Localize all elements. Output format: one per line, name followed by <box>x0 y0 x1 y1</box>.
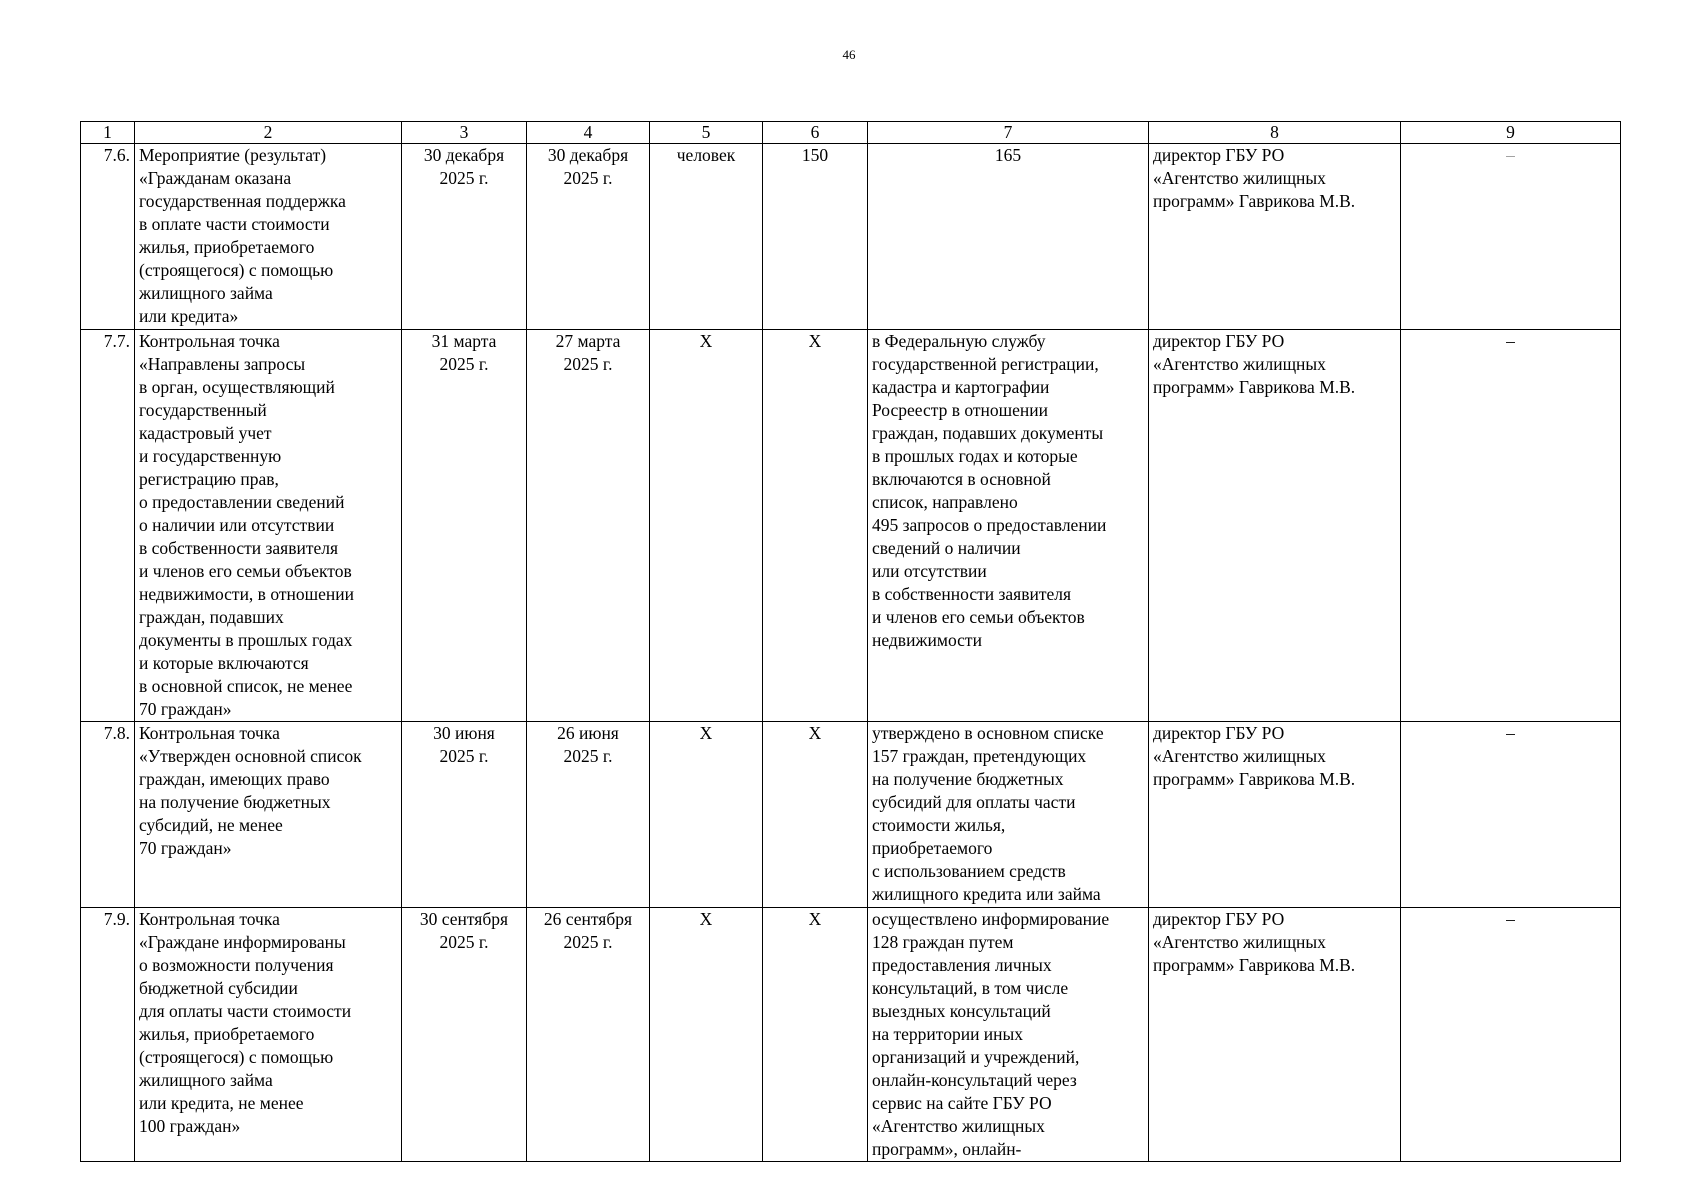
fact-date: 26 сентября 2025 г. <box>527 908 650 1162</box>
header-cell-8: 8 <box>1149 122 1401 144</box>
responsible: директор ГБУ РО «Агентство жилищных программ» Гаврикова М.В. <box>1149 330 1401 722</box>
row-name: Контрольная точка «Граждане информированы о возможности получения бюджетной субсидии для оплаты части стоимости жилья, приобретаемого (строящегося) с помощью жилищного займа или кредита, не менее 100 граждан» <box>135 908 402 1162</box>
page-number: 46 <box>842 47 856 62</box>
row-number: 7.8. <box>81 722 135 908</box>
row-number: 7.7. <box>81 330 135 722</box>
row-name: Мероприятие (результат) «Гражданам оказана государственная поддержка в оплате части стоимости жилья, приобретаемого (строящегося) с помощью жилищного займа или кредита» <box>135 144 402 330</box>
row-name: Контрольная точка «Утвержден основной список граждан, имеющих право на получение бюджетных субсидий, не менее 70 граждан» <box>135 722 402 908</box>
header-cell-4: 4 <box>527 122 650 144</box>
note: – <box>1401 908 1621 1162</box>
row-name: Контрольная точка «Направлены запросы в орган, осуществляющий государственный кадастровый учет и государственную регистрацию прав, о предоставлении сведений о наличии или отсутствии в собственности заявителя и членов его семьи объектов недвижимости, в отношении граждан, подавших документы в прошлых годах и которые включаются в основной список, не менее 70 граждан» <box>135 330 402 722</box>
fact-date: 26 июня 2025 г. <box>527 722 650 908</box>
plan-date: 30 июня 2025 г. <box>402 722 527 908</box>
header-cell-6: 6 <box>763 122 868 144</box>
row-number: 7.9. <box>81 908 135 1162</box>
fact-date: 27 марта 2025 г. <box>527 330 650 722</box>
unit: Х <box>650 330 763 722</box>
responsible: директор ГБУ РО «Агентство жилищных программ» Гаврикова М.В. <box>1149 908 1401 1162</box>
table-row <box>81 908 1621 1162</box>
plan-value: 150 <box>763 144 868 330</box>
header-cell-7: 7 <box>868 122 1149 144</box>
header-cell-2: 2 <box>135 122 402 144</box>
plan-date: 30 сентября 2025 г. <box>402 908 527 1162</box>
fact-value: утверждено в основном списке 157 граждан, претендующих на получение бюджетных субсидий для оплаты части стоимости жилья, приобретаемого с использованием средств жилищного кредита или займа <box>868 722 1149 908</box>
unit: человек <box>650 144 763 330</box>
note: – <box>1401 722 1621 908</box>
header-cell-9: 9 <box>1401 122 1621 144</box>
fact-date: 30 декабря 2025 г. <box>527 144 650 330</box>
header-cell-1: 1 <box>81 122 135 144</box>
fact-value: в Федеральную службу государственной регистрации, кадастра и картографии Росреестр в отношении граждан, подавших документы в прошлых годах и которые включаются в основной список, направлено 495 запросов о предоставлении сведений о наличии или отсутствии в собственности заявителя и членов его семьи объектов недвижимости <box>868 330 1149 722</box>
report-table <box>80 121 1621 1162</box>
fact-value: осуществлено информирование 128 граждан путем предоставления личных консультаций, в том числе выездных консультаций на территории иных организаций и учреждений, онлайн-консультаций через сервис на сайте ГБУ РО «Агентство жилищных программ», онлайн- <box>868 908 1149 1162</box>
table-row <box>81 144 1621 330</box>
responsible: директор ГБУ РО «Агентство жилищных программ» Гаврикова М.В. <box>1149 722 1401 908</box>
unit: Х <box>650 908 763 1162</box>
note: – <box>1401 330 1621 722</box>
header-cell-5: 5 <box>650 122 763 144</box>
table-row <box>81 722 1621 908</box>
fact-value: 165 <box>868 144 1149 330</box>
responsible: директор ГБУ РО «Агентство жилищных программ» Гаврикова М.В. <box>1149 144 1401 330</box>
plan-date: 31 марта 2025 г. <box>402 330 527 722</box>
note: – <box>1401 144 1621 330</box>
row-number: 7.6. <box>81 144 135 330</box>
plan-date: 30 декабря 2025 г. <box>402 144 527 330</box>
unit: Х <box>650 722 763 908</box>
plan-value: Х <box>763 722 868 908</box>
plan-value: Х <box>763 908 868 1162</box>
plan-value: Х <box>763 330 868 722</box>
header-cell-3: 3 <box>402 122 527 144</box>
table-row <box>81 330 1621 722</box>
header-row <box>81 122 1621 144</box>
